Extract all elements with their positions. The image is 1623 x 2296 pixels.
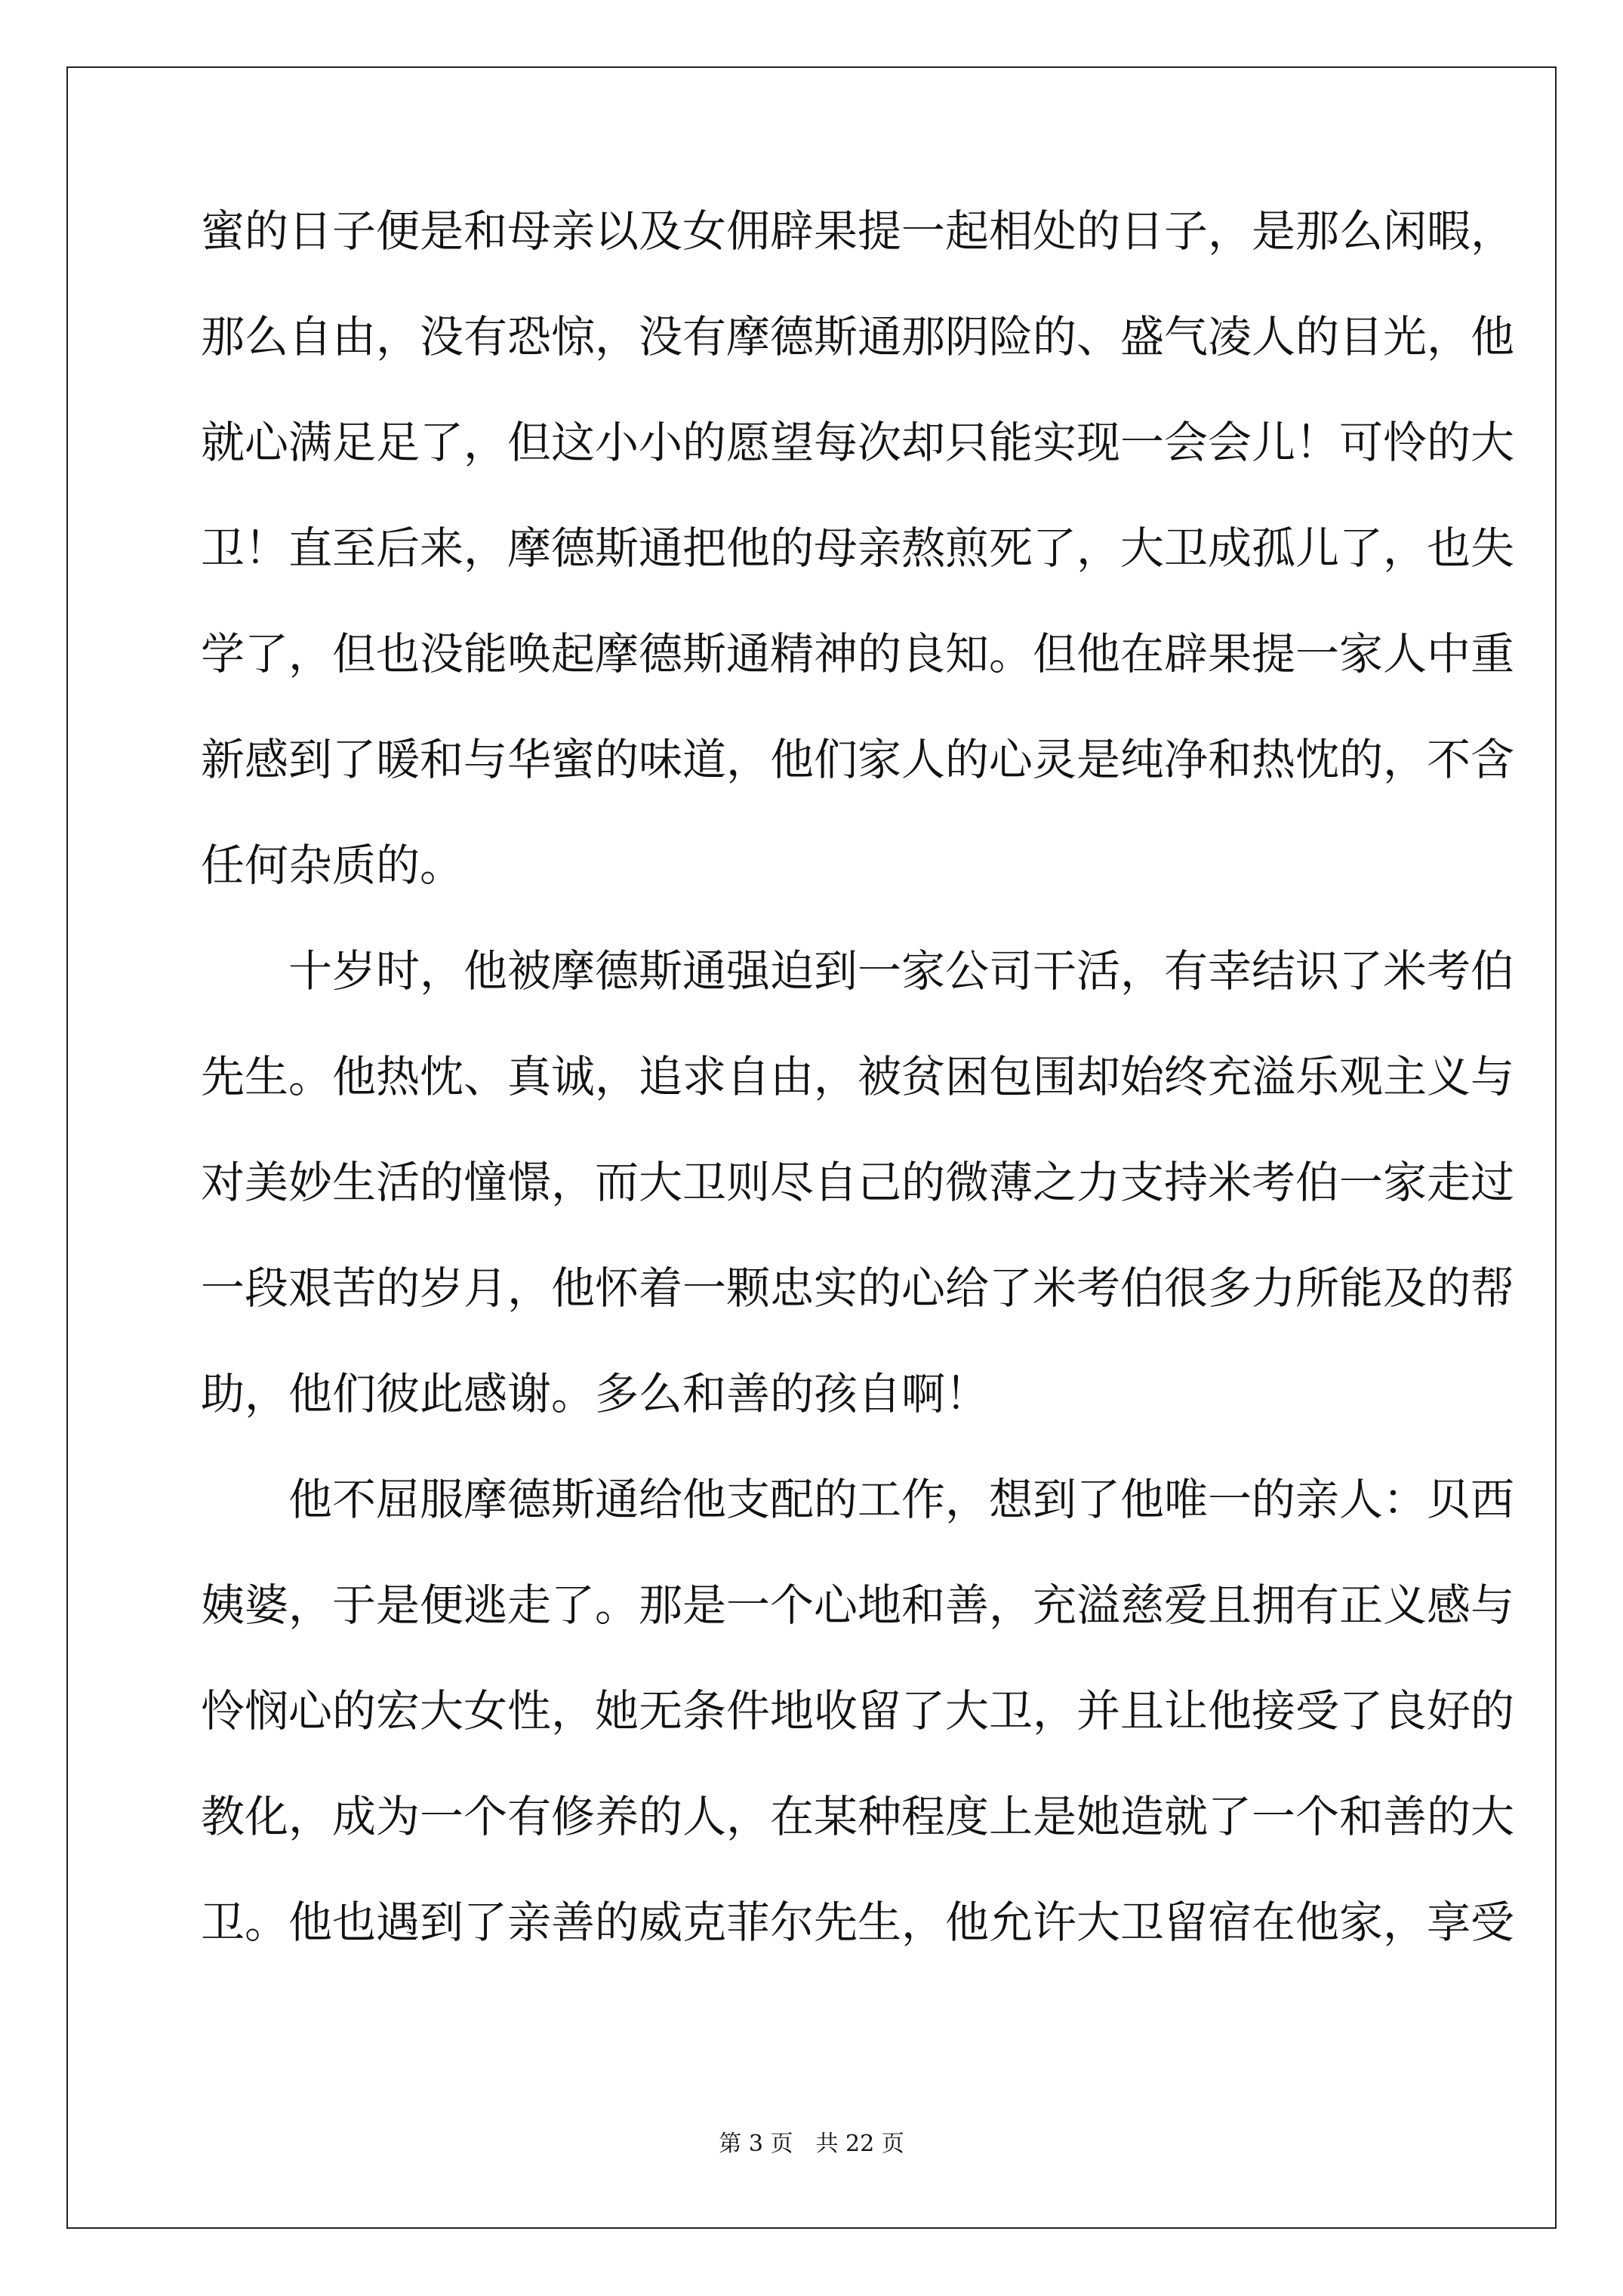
document-body (201, 178, 1515, 1975)
text-line: 卫。他也遇到了亲善的威克菲尔先生，他允许大卫留宿在他家，享受 (201, 1897, 1515, 1948)
text-line: 怜悯心的宏大女性，她无条件地收留了大卫，并且让他接受了良好的 (201, 1685, 1515, 1737)
text-line: 教化，成为一个有修养的人，在某种程度上是她造就了一个和善的大 (201, 1791, 1515, 1842)
text-line: 先生。他热忱、真诚，追求自由，被贫困包围却始终充溢乐观主义与 (201, 1051, 1515, 1102)
text-line: 任何杂质的。 (201, 840, 464, 891)
page-number-footer: 第 3 页 共 22 页 (719, 2131, 904, 2157)
text-line: 就心满足足了，但这小小的愿望每次却只能实现一会会儿！可怜的大 (201, 417, 1515, 468)
text-line: 学了，但也没能唤起摩德斯通精神的良知。但他在辟果提一家人中重 (201, 628, 1515, 680)
text-line: 姨婆，于是便逃走了。那是一个心地和善，充溢慈爱且拥有正义感与 (201, 1579, 1515, 1631)
text-line: 蜜的日子便是和母亲以及女佣辟果提一起相处的日子，是那么闲暇， (201, 205, 1515, 257)
paragraph-first-line: 十岁时，他被摩德斯通强迫到一家公司干活，有幸结识了米考伯 (288, 945, 1515, 997)
paragraph-first-line: 他不屈服摩德斯通给他支配的工作，想到了他唯一的亲人：贝西 (288, 1474, 1515, 1525)
text-line: 那么自由，没有恐惊，没有摩德斯通那阴险的、盛气凌人的目光，他 (201, 311, 1515, 362)
text-line: 助，他们彼此感谢。多么和善的孩自啊！ (201, 1368, 990, 1419)
text-line: 卫！直至后来，摩德斯通把他的母亲熬煎死了，大卫成孤儿了，也失 (201, 522, 1515, 574)
text-line: 一段艰苦的岁月，他怀着一颗忠实的心给了米考伯很多力所能及的帮 (201, 1262, 1515, 1314)
text-line: 新感到了暖和与华蜜的味道，他们家人的心灵是纯净和热忱的，不含 (201, 734, 1515, 785)
text-line: 对美妙生活的憧憬，而大卫则尽自己的微薄之力支持米考伯一家走过 (201, 1157, 1515, 1208)
